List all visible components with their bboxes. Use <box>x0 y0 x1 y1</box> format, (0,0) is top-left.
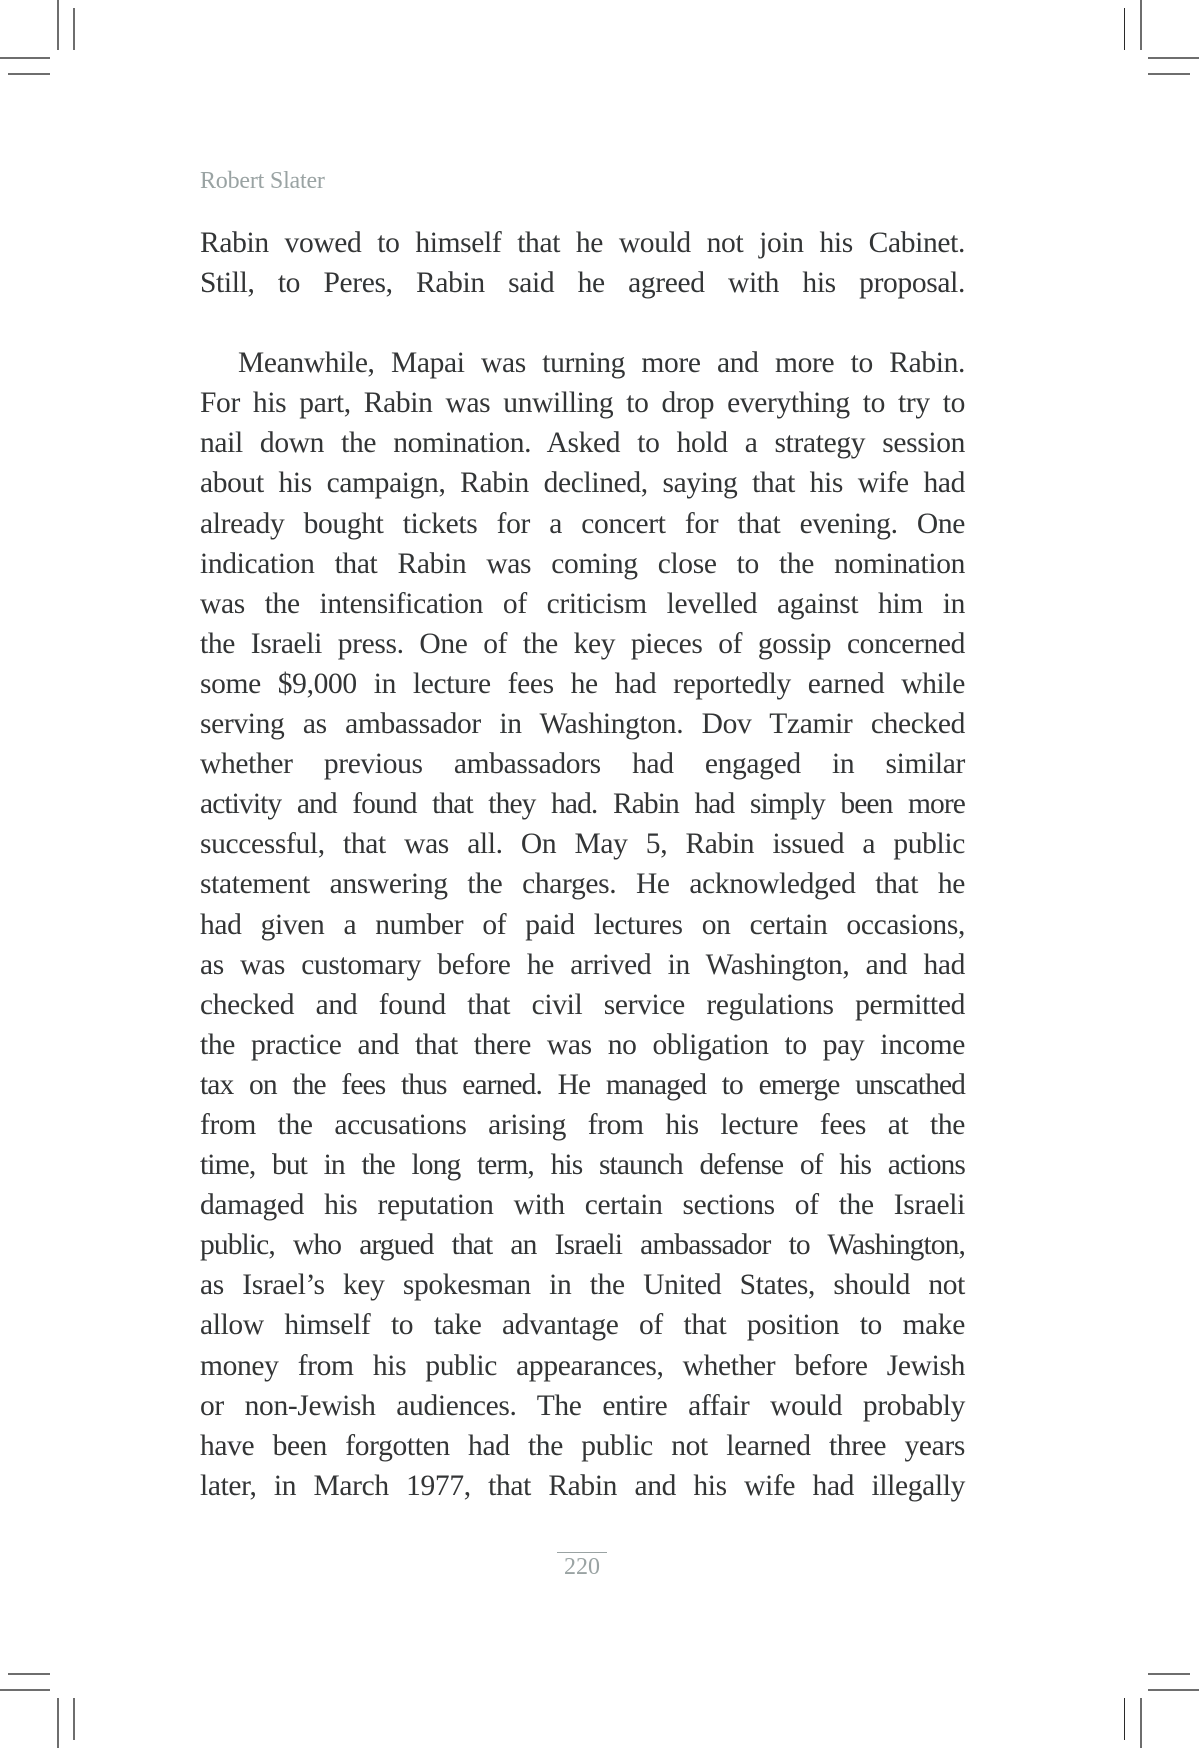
text-line: Rabin vowed to himself that he would not join his Cabinet. <box>200 227 965 259</box>
crop-mark-bottom-right-v2 <box>1140 1698 1142 1748</box>
text-line: tax on the fees thus earned. He managed to emerge unscathed <box>200 1068 965 1101</box>
text-line: or non-Jewish audiences. The entire affair would probably <box>200 1389 965 1422</box>
text-line: For his part, Rabin was unwilling to drop everything to try to <box>200 387 965 420</box>
paragraph <box>200 223 965 303</box>
crop-mark-top-right-v2 <box>1140 0 1142 50</box>
text-line: nail down the nomination. Asked to hold a strategy session <box>200 427 965 460</box>
text-line: the practice and that there was no obligation to pay income <box>200 1028 965 1061</box>
text-line: as Israel’s key spokesman in the United States, should not <box>200 1269 965 1302</box>
text-line: about his campaign, Rabin declined, saying that his wife had <box>200 467 965 500</box>
text-line: have been forgotten had the public not learned three years <box>200 1429 965 1462</box>
text-line: was the intensification of criticism levelled against him in <box>200 587 965 620</box>
crop-mark-top-right-h1 <box>1148 57 1199 59</box>
text-line: public, who argued that an Israeli ambassador to Washington, <box>200 1229 965 1262</box>
running-head-author: Robert Slater <box>200 168 325 194</box>
text-line: allow himself to take advantage of that position to make <box>200 1309 965 1342</box>
text-line: checked and found that civil service regulations permitted <box>200 988 965 1021</box>
paragraph <box>200 343 965 1506</box>
text-line: Meanwhile, Mapai was turning more and more to Rabin. <box>238 347 965 380</box>
text-line: had given a number of paid lectures on certain occasions, <box>200 908 965 941</box>
crop-mark-top-left-h1 <box>0 57 50 59</box>
text-line: activity and found that they had. Rabin had simply been more <box>200 788 965 821</box>
text-line: time, but in the long term, his staunch defense of his actions <box>200 1149 965 1182</box>
crop-mark-top-left-v1 <box>57 0 59 50</box>
crop-mark-top-right-h2 <box>1148 73 1190 75</box>
text-line: the Israeli press. One of the key pieces of gossip concerned <box>200 627 965 660</box>
crop-mark-bottom-left-h2 <box>0 1689 50 1691</box>
crop-mark-top-right-v1 <box>1124 8 1125 50</box>
crop-mark-bottom-left-h1 <box>8 1673 50 1675</box>
text-line: indication that Rabin was coming close to the nomination <box>200 547 965 580</box>
text-line: already bought tickets for a concert for that evening. One <box>200 507 965 540</box>
text-line: Still, to Peres, Rabin said he agreed with his proposal. <box>200 267 965 300</box>
crop-mark-bottom-right-h2 <box>1148 1689 1199 1691</box>
text-line: serving as ambassador in Washington. Dov Tzamir checked <box>200 708 965 741</box>
body-text <box>200 223 965 1506</box>
crop-mark-bottom-left-v2 <box>73 1698 75 1740</box>
text-line: some $9,000 in lecture fees he had reportedly earned while <box>200 667 965 700</box>
page-number: 220 <box>557 1552 607 1581</box>
paragraph-gap <box>200 303 965 343</box>
text-line: statement answering the charges. He acknowledged that he <box>200 868 965 901</box>
text-line: from the accusations arising from his lecture fees at the <box>200 1108 965 1141</box>
crop-mark-top-left-h2 <box>8 73 50 75</box>
text-line: money from his public appearances, whether before Jewish <box>200 1349 965 1382</box>
crop-mark-bottom-right-v1 <box>1124 1698 1125 1740</box>
text-line: whether previous ambassadors had engaged in similar <box>200 748 965 781</box>
text-line: later, in March 1977, that Rabin and his wife had illegally <box>200 1469 965 1502</box>
text-line: as was customary before he arrived in Washington, and had <box>200 948 965 981</box>
crop-mark-bottom-left-v1 <box>57 1698 59 1748</box>
crop-mark-top-left-v2 <box>73 8 75 50</box>
crop-mark-bottom-right-h1 <box>1148 1673 1190 1675</box>
text-line: successful, that was all. On May 5, Rabin issued a public <box>200 828 965 861</box>
text-line: damaged his reputation with certain sections of the Israeli <box>200 1189 965 1222</box>
